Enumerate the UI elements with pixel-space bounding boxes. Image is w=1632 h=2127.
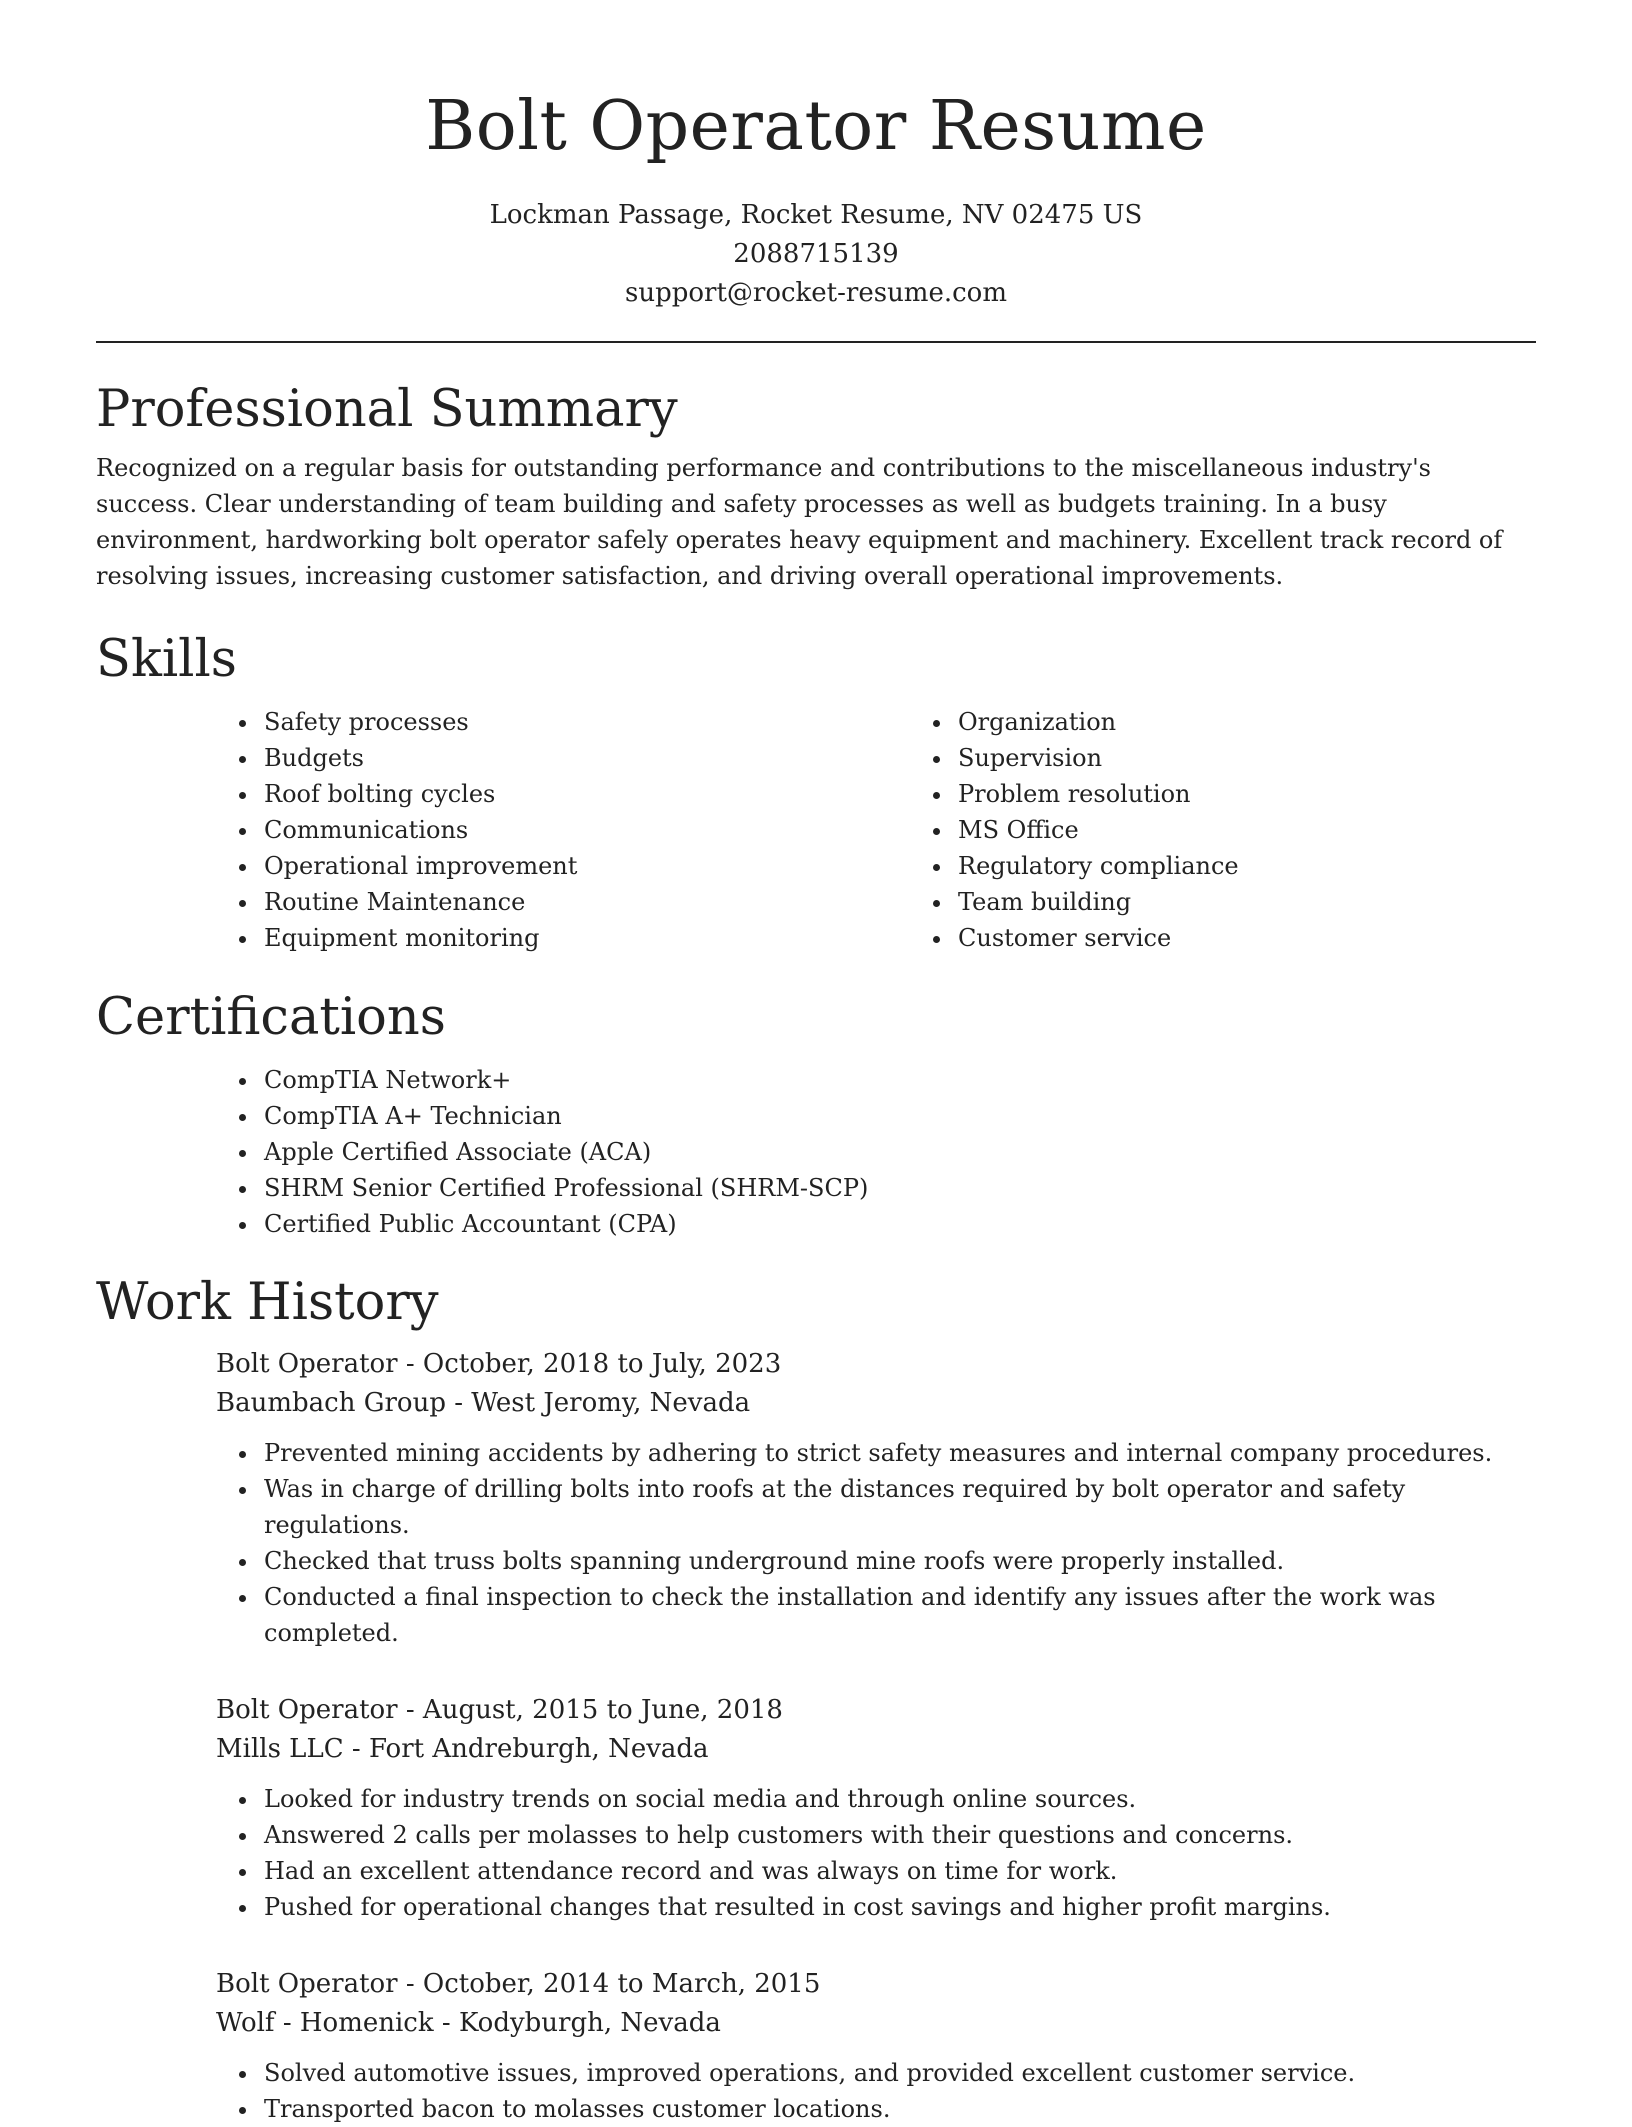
list-item: • Supervision (954, 740, 1604, 776)
list-item: • Roof bolting cycles (260, 776, 910, 812)
work-history-section (96, 1271, 1536, 2127)
job-company: Wolf - Homenick (216, 2008, 434, 2038)
list-item: • Problem resolution (954, 776, 1604, 812)
list-item: • MS Office (954, 812, 1604, 848)
list-item: • Communications (260, 812, 910, 848)
job-title-line: Bolt Operator - August, 2015 to June, 2018 (216, 1695, 783, 1725)
list-item: • Budgets (260, 740, 910, 776)
list-item: • Had an excellent attendance record and was always on time for work. (260, 1853, 1536, 1889)
certifications-heading: Certifications (96, 988, 446, 1047)
certifications-body (216, 1062, 1536, 1242)
job-role: Bolt Operator (216, 1349, 398, 1379)
job-title-line: Bolt Operator - October, 2018 to July, 2023 (216, 1349, 782, 1379)
summary-heading: Professional Summary (96, 380, 678, 439)
job-entry (216, 1345, 1536, 1651)
work-history-body (216, 1345, 1536, 2127)
job-location: West Jeromy, Nevada (471, 1388, 751, 1418)
job-entry (216, 1965, 1536, 2127)
skills-list-left (216, 704, 910, 956)
list-item: • CompTIA Network+ (260, 1062, 1536, 1098)
list-item: • Answered 2 calls per molasses to help customers with their questions and concerns. (260, 1817, 1536, 1853)
list-item: • Apple Certified Associate (ACA) (260, 1134, 1536, 1170)
certifications-list (216, 1062, 1536, 1242)
list-item: • Team building (954, 884, 1604, 920)
list-item: • Customer service (954, 920, 1604, 956)
job-company-line: Wolf - Homenick - Kodyburgh, Nevada (216, 2008, 721, 2038)
skills-section (96, 628, 1536, 956)
job-company-line: Mills LLC - Fort Andreburgh, Nevada (216, 1734, 709, 1764)
list-item: • Organization (954, 704, 1604, 740)
list-item: • SHRM Senior Certified Professional (SHRM-SCP) (260, 1170, 1536, 1206)
job-company: Mills LLC (216, 1734, 344, 1764)
job-role: Bolt Operator (216, 1695, 398, 1725)
contact-email: support@rocket-resume.com (624, 278, 1007, 308)
skills-grid (216, 692, 1536, 956)
job-role: Bolt Operator (216, 1969, 398, 1999)
summary-text: Recognized on a regular basis for outstanding performance and contributions to the miscellaneous industry's success. Clear understanding of team building and safety processes as well as budgets training. In a busy environment, hardworking bolt operator safely operates heavy equipment and machinery. Excellent track record of resolving issues, increasing customer satisfaction, and driving overall operational improvements. (96, 454, 1503, 590)
job-entry (216, 1691, 1536, 1925)
job-dates: October, 2018 to July, 2023 (422, 1349, 782, 1379)
skills-heading: Skills (96, 630, 237, 689)
list-item: • Equipment monitoring (260, 920, 910, 956)
list-item: • Looked for industry trends on social media and through online sources. (260, 1781, 1536, 1817)
contact-address: Lockman Passage, Rocket Resume, NV 02475 US (489, 200, 1143, 230)
summary-section (96, 378, 1536, 594)
list-item: • CompTIA A+ Technician (260, 1098, 1536, 1134)
job-bullets (216, 1781, 1536, 1925)
resume-header (0, 0, 1632, 313)
job-dates: August, 2015 to June, 2018 (422, 1695, 783, 1725)
list-item: • Conducted a final inspection to check the installation and identify any issues after the work was completed. (260, 1579, 1536, 1651)
contact-phone: 2088715139 (733, 239, 899, 269)
list-item: • Prevented mining accidents by adhering to strict safety measures and internal company procedures. (260, 1435, 1536, 1471)
certifications-section (96, 986, 1536, 1242)
list-item: • Transported bacon to molasses customer locations. (260, 2091, 1536, 2127)
job-bullets (216, 2055, 1536, 2127)
list-item: • Operational improvement (260, 848, 910, 884)
header-divider (96, 341, 1536, 343)
list-item: • Regulatory compliance (954, 848, 1604, 884)
job-title-line: Bolt Operator - October, 2014 to March, 2015 (216, 1969, 821, 1999)
list-item: • Routine Maintenance (260, 884, 910, 920)
list-item: • Pushed for operational changes that resulted in cost savings and higher profit margins. (260, 1889, 1536, 1925)
skills-list-right (910, 704, 1604, 956)
job-location: Kodyburgh, Nevada (458, 2008, 721, 2038)
job-company: Baumbach Group (216, 1388, 446, 1418)
job-bullets (216, 1435, 1536, 1651)
list-item: • Certified Public Accountant (CPA) (260, 1206, 1536, 1242)
list-item: • Solved automotive issues, improved operations, and provided excellent customer service. (260, 2055, 1536, 2091)
work-history-heading: Work History (96, 1273, 439, 1332)
list-item: • Was in charge of drilling bolts into roofs at the distances required by bolt operator and safety regulations. (260, 1471, 1536, 1543)
list-item: • Checked that truss bolts spanning underground mine roofs were properly installed. (260, 1543, 1536, 1579)
job-dates: October, 2014 to March, 2015 (422, 1969, 821, 1999)
job-location: Fort Andreburgh, Nevada (368, 1734, 709, 1764)
job-company-line: Baumbach Group - West Jeromy, Nevada (216, 1388, 751, 1418)
list-item: • Safety processes (260, 704, 910, 740)
resume-title: Bolt Operator Resume (425, 87, 1207, 166)
